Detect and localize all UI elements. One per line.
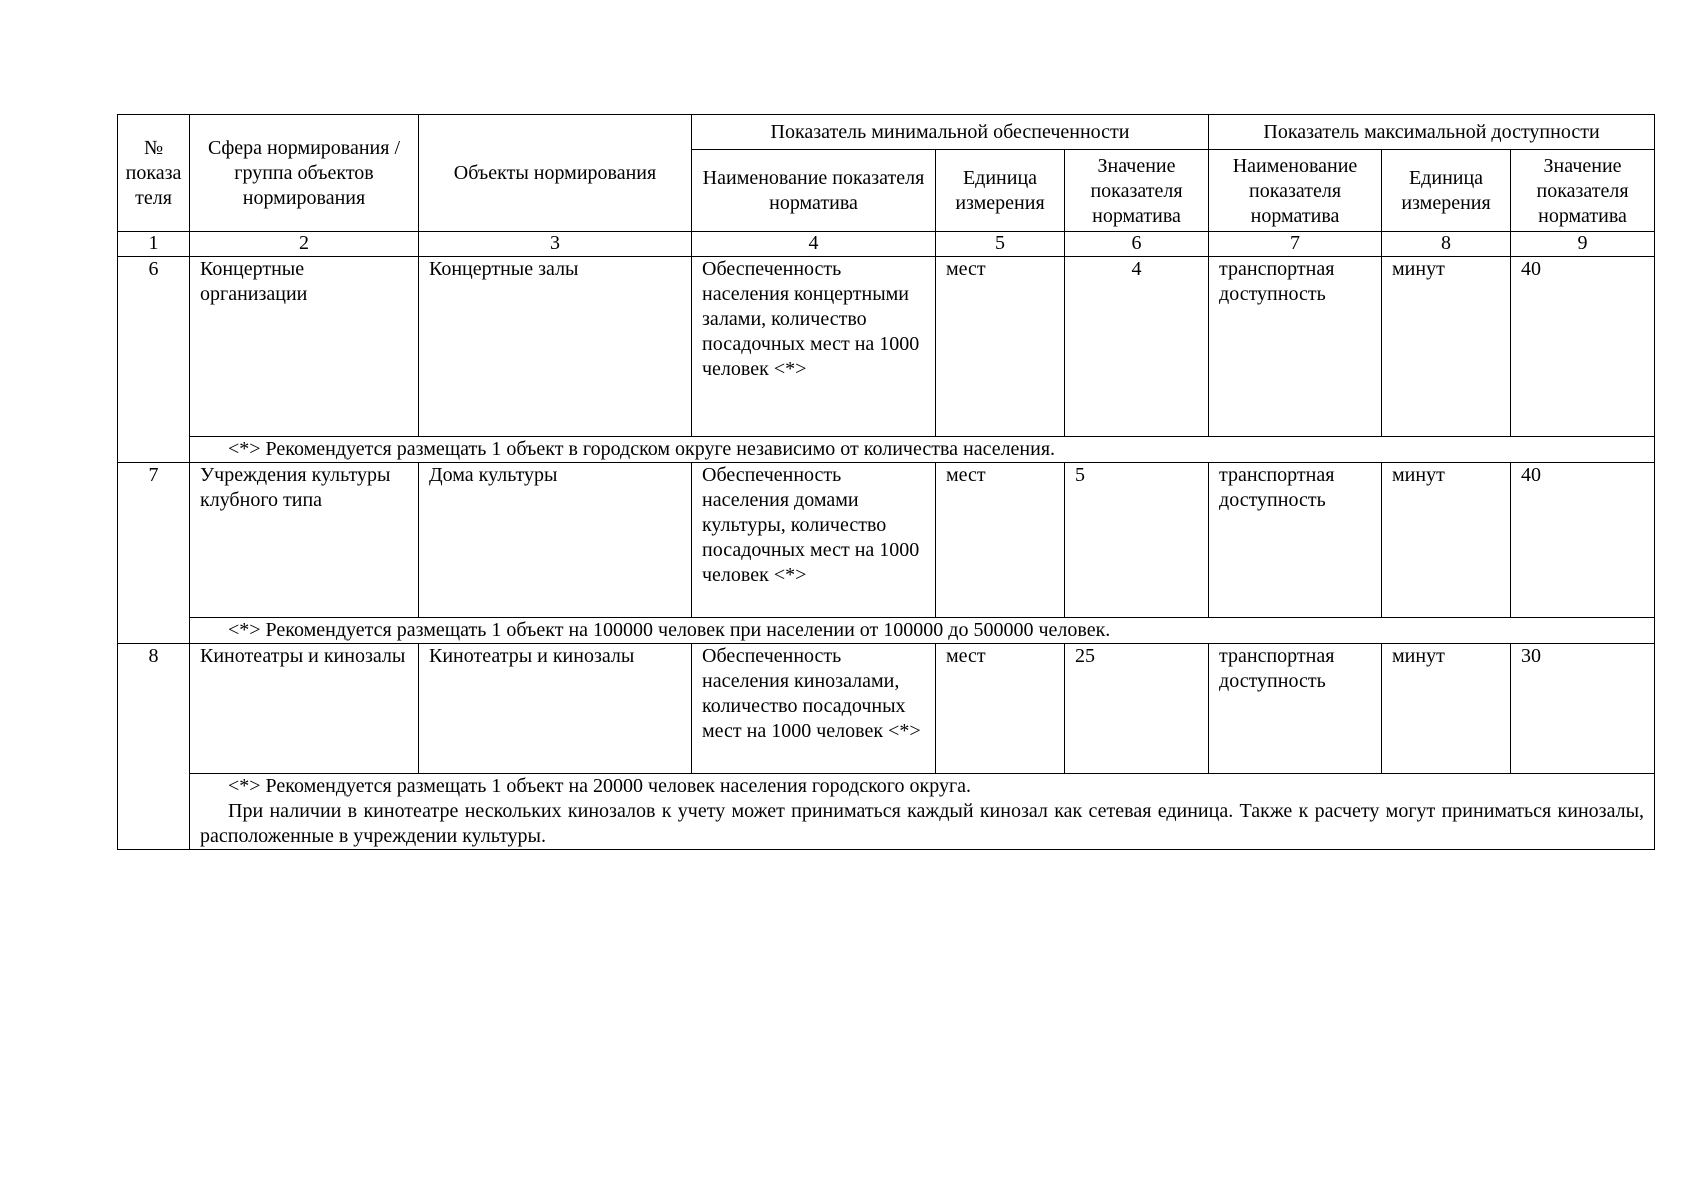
footnote-text: <*> Рекомендуется размещать 1 объект в городском округе независимо от количества населения.: [228, 438, 1056, 460]
column-number: 6: [1065, 232, 1209, 257]
column-number: 4: [692, 232, 936, 257]
note-row: [118, 618, 1655, 644]
note-row: [118, 774, 1655, 850]
header-max-group: Показатель максимальной доступности: [1209, 115, 1655, 150]
row-objects: Кинотеатры и кинозалы: [419, 644, 692, 774]
row-max-value: 40: [1511, 463, 1655, 618]
row-sphere: Концертные организации: [190, 257, 419, 437]
row-max-name: транспортная доступность: [1209, 257, 1382, 437]
row-max-name: транспортная доступность: [1209, 644, 1382, 774]
row-max-value: 40: [1511, 257, 1655, 437]
footnote: [190, 774, 1655, 850]
header-min-group: Показатель минимальной обеспеченности: [692, 115, 1209, 150]
row-objects: Дома культуры: [419, 463, 692, 618]
column-number-row: [118, 232, 1655, 257]
row-sphere: Кинотеатры и кинозалы: [190, 644, 419, 774]
column-number: 9: [1511, 232, 1655, 257]
row-min-unit: мест: [936, 644, 1065, 774]
header-min-unit: Единица измерения: [936, 150, 1065, 232]
row-min-value: 5: [1065, 463, 1209, 618]
row-max-value: 30: [1511, 644, 1655, 774]
column-number: 8: [1382, 232, 1511, 257]
footnote-paragraph: При наличии в кинотеатре нескольких кинозалов к учету может приниматься каждый кинозал как сетевая единица. Также к расчету могут приниматься кинозалы, расположенные в учреждении культуры.: [200, 800, 1645, 847]
header-sphere: Сфера нормирования / группа объектов нормирования: [190, 115, 419, 232]
row-min-unit: мест: [936, 257, 1065, 437]
header-min-value: Значение показателя норматива: [1065, 150, 1209, 232]
column-number: 7: [1209, 232, 1382, 257]
table-row: [118, 644, 1655, 774]
row-number: 7: [118, 463, 190, 644]
column-number: 1: [118, 232, 190, 257]
row-max-unit: минут: [1382, 257, 1511, 437]
standards-table: [117, 114, 1655, 850]
table-row: [118, 257, 1655, 437]
footnote-text: <*> Рекомендуется размещать 1 объект на 20000 человек населения городского округа.: [228, 775, 972, 797]
header-objects: Объекты нормирования: [419, 115, 692, 232]
row-min-name: Обеспеченность населения концертными залами, количество посадочных мест на 1000 человек <*>: [692, 257, 936, 437]
row-max-name: транспортная доступность: [1209, 463, 1382, 618]
row-objects: Концертные залы: [419, 257, 692, 437]
row-number: 8: [118, 644, 190, 850]
column-number: 2: [190, 232, 419, 257]
footnote: [190, 437, 1655, 463]
row-max-unit: минут: [1382, 644, 1511, 774]
row-min-value: 4: [1065, 257, 1209, 437]
header-row-1: [118, 115, 1655, 150]
header-min-name: Наименование показателя норматива: [692, 150, 936, 232]
row-min-value: 25: [1065, 644, 1209, 774]
header-num: № показа теля: [118, 115, 190, 232]
table-row: [118, 463, 1655, 618]
column-number: 3: [419, 232, 692, 257]
row-min-unit: мест: [936, 463, 1065, 618]
row-sphere: Учреждения культуры клубного типа: [190, 463, 419, 618]
footnote: [190, 618, 1655, 644]
row-min-name: Обеспеченность населения домами культуры, количество посадочных мест на 1000 человек <*>: [692, 463, 936, 618]
header-max-value: Значение показателя норматива: [1511, 150, 1655, 232]
row-max-unit: минут: [1382, 463, 1511, 618]
row-min-name: Обеспеченность населения кинозалами, количество посадочных мест на 1000 человек <*>: [692, 644, 936, 774]
note-row: [118, 437, 1655, 463]
header-max-name: Наименование показателя норматива: [1209, 150, 1382, 232]
column-number: 5: [936, 232, 1065, 257]
row-number: 6: [118, 257, 190, 463]
footnote-text: <*> Рекомендуется размещать 1 объект на 100000 человек при населении от 100000 до 500000 человек.: [228, 619, 1111, 641]
header-max-unit: Единица измерения: [1382, 150, 1511, 232]
